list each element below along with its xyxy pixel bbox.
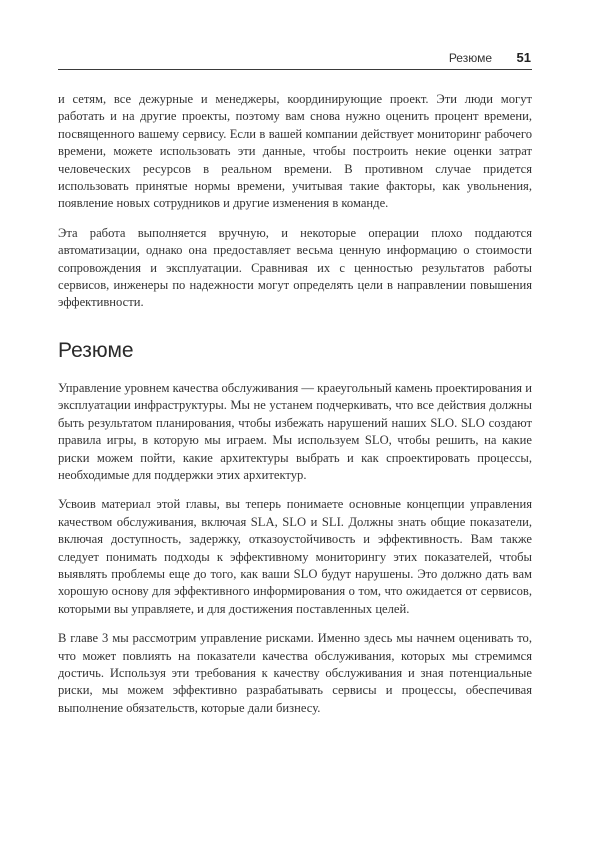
page-header bbox=[58, 49, 532, 70]
body-paragraph: Управление уровнем качества обслуживания — краеугольный камень проектирования и эксплуатации инфраструктуры. Мы не устанем подчеркивать, что все действия должны быть результатом планирования, чтобы избежать нарушений наших SLO. SLO создают правила игры, в которую мы играем. Мы используем SLO, чтобы решить, на какие риски можем пойти, какие архитектуры выбрать и как спроектировать процессы, необходимые для поддержки этих архитектур. bbox=[58, 380, 532, 482]
page-number: 51 bbox=[516, 50, 531, 65]
running-title: Резюме bbox=[448, 51, 492, 65]
body-paragraph: Эта работа выполняется вручную, и некоторые операции плохо поддаются автоматизации, однако она предоставляет весьма ценную информацию о стоимости сопровождения и эксплуатации. Сравнивая их с ценностью результатов работы сервисов, инженеры по надежности могут определять цели в направлении повышения эффективности. bbox=[58, 225, 532, 310]
body-paragraph: Усвоив материал этой главы, вы теперь понимаете основные концепции управления качеством обслуживания, включая SLA, SLO и SLI. Должны знать общие показатели, включая доступность, задержку, отказоустойчивость и эффективность. Вам также следует понимать подходы к эффективному мониторингу этих показателей, чтобы выявлять проблемы еще до того, как ваши SLO будут нарушены. Это должно дать вам хорошую основу для эффективного информирования о том, что ожидается от сервисов, которыми вы управляете, и для достижения поставленных целей. bbox=[58, 497, 532, 616]
page-body bbox=[58, 91, 532, 729]
body-paragraph: В главе 3 мы рассмотрим управление рисками. Именно здесь мы начнем оценивать то, что может повлиять на показатели качества обслуживания, которых мы стремимся достичь. Используя эти требования к качеству обслуживания и зная потенциальные риски, мы можем эффективно разрабатывать сервисы и процессы, обеспечивая выполнение обязательств, которые дали бизнесу. bbox=[58, 631, 532, 715]
body-paragraph: и сетям, все дежурные и менеджеры, координирующие проект. Эти люди могут работать и на другие проекты, поэтому вам снова нужно оценить процент времени, посвященного вашему сервису. Если в вашей компании действует мониторинг рабочего времени, можете использовать эти данные, чтобы построить некие оценки затрат человеческих ресурсов в реальном времени. В противном случае придется использовать принятые нормы времени, учитывая такие факторы, как увольнения, появление новых сотрудников и другие изменения в команде. bbox=[58, 92, 532, 211]
section-heading: Резюме bbox=[58, 338, 134, 362]
